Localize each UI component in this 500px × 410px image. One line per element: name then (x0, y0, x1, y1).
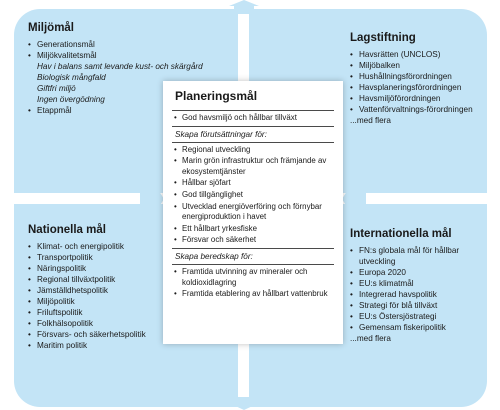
list-item: • Marin grön infrastruktur och främjande av ekosystemtjänster (172, 156, 334, 177)
internationella-section (350, 228, 490, 344)
list-item: Hav i balans samt levande kust- och skärgård (37, 62, 203, 71)
beredskap-list (172, 267, 334, 300)
arrow-right-icon (140, 181, 164, 217)
list-item: • Framtida etablering av hållbart vattenbruk (172, 289, 334, 300)
list-item: • Hållbar sjöfart (172, 178, 334, 189)
list-item: Giftfri miljö (37, 84, 76, 93)
planeringsmal-box (163, 81, 343, 344)
lagstiftning-section (350, 32, 490, 126)
list-item: • Försvars- och säkerhetspolitik (28, 329, 223, 340)
list-item: • Försvar och säkerhet (172, 235, 334, 246)
list-item: • Europa 2020 (350, 267, 490, 278)
sub-heading-beredskap: Skapa beredskap för: (175, 251, 253, 261)
list-item: • Ett hållbart yrkesfiske (172, 224, 334, 235)
list-item: • Regional tillväxtpolitik (28, 274, 223, 285)
list-item: • Regional utveckling (172, 145, 334, 156)
arrow-left-icon (342, 181, 366, 217)
divider (172, 264, 334, 265)
list-item: • EU:s klimatmål (350, 278, 490, 289)
divider (172, 248, 334, 249)
list-item: • Havsplaneringsförordningen (350, 82, 490, 93)
list-item: • Näringspolitik (28, 263, 223, 274)
list-item: ...med flera (350, 334, 391, 343)
list-item: • Maritim politik (28, 340, 223, 351)
list-item: • Etappmål (28, 105, 233, 116)
arrow-down-icon (226, 397, 262, 410)
list-item: • Havsrätten (UNCLOS) (350, 49, 490, 60)
list-item: Biologisk mångfald (37, 73, 106, 82)
list-item: • Generationsmål (28, 39, 233, 50)
arrow-up-icon (226, 0, 262, 14)
list-item: • Friluftspolitik (28, 307, 223, 318)
sub-heading-forutsattningar: Skapa förutsättningar för: (175, 129, 267, 139)
list-item: • Miljökvalitetsmål (28, 50, 233, 61)
list-item: • Hushållningsförordningen (350, 71, 490, 82)
list-item: • Klimat- och energipolitik (28, 241, 223, 252)
list-item: • Jämställdhetspolitik (28, 285, 223, 296)
list-item: • Framtida utvinning av mineraler och koldioxidlagring (172, 267, 334, 288)
list-item: • Vattenförvaltnings-förordningen (350, 104, 490, 115)
nationella-title: Nationella mål (28, 224, 106, 236)
list-item: • Miljöpolitik (28, 296, 223, 307)
planeringsmal-top-item: • God havsmiljö och hållbar tillväxt (172, 113, 334, 124)
planeringsmal-title: Planeringsmål (175, 89, 258, 103)
lagstiftning-title: Lagstiftning (350, 32, 416, 44)
list-item: • God tillgänglighet (172, 190, 334, 201)
internationella-list (350, 245, 490, 344)
list-item: • Utvecklad energiöverföring och förnybar energiproduktion i havet (172, 202, 334, 223)
list-item: • FN:s globala mål för hållbar utveckling (350, 245, 490, 267)
lagstiftning-list (350, 49, 490, 126)
list-item: • Gemensam fiskeripolitik (350, 322, 490, 333)
list-item: ...med flera (350, 116, 391, 125)
list-item: • EU:s Östersjöstrategi (350, 311, 490, 322)
list-item: • Strategi för blå tillväxt (350, 300, 490, 311)
list-item: Ingen övergödning (37, 95, 105, 104)
list-item: • Havsmiljöförordningen (350, 93, 490, 104)
divider (172, 142, 334, 143)
list-item: • Miljöbalken (350, 60, 490, 71)
internationella-title: Internationella mål (350, 228, 452, 240)
list-item: • Folkhälsopolitik (28, 318, 223, 329)
list-item: • Transportpolitik (28, 252, 223, 263)
forutsattningar-list (172, 145, 334, 246)
divider (172, 110, 334, 111)
divider (172, 126, 334, 127)
list-item: • Integrerad havspolitik (350, 289, 490, 300)
miljomal-title: Miljömål (28, 22, 75, 34)
